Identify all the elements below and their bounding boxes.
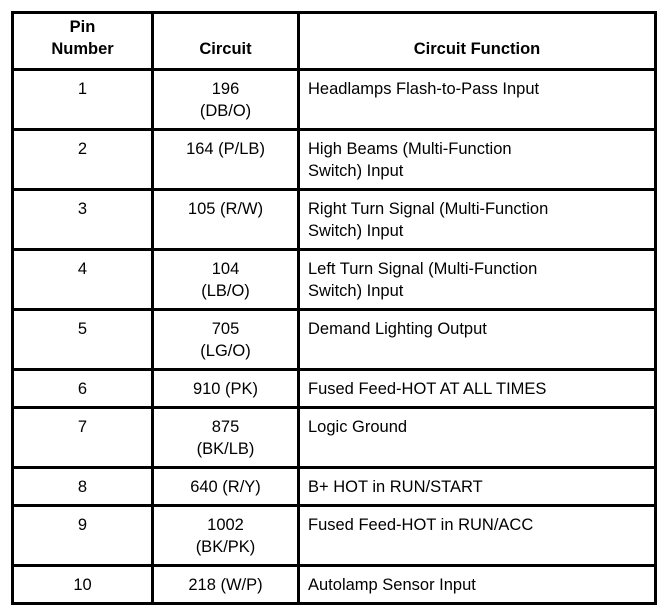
table-row <box>13 468 656 506</box>
circuit-cell <box>153 370 299 408</box>
circuit-line: (BK/PK) <box>195 538 256 556</box>
pin-number-cell: 2 <box>13 130 153 190</box>
header-row <box>13 13 656 70</box>
circuit-function-cell <box>299 370 656 408</box>
function-line: Logic Ground <box>308 418 408 436</box>
circuit-cell <box>153 566 299 604</box>
function-line: Fused Feed-HOT in RUN/ACC <box>308 516 534 534</box>
circuit-function-cell <box>299 70 656 130</box>
function-line: Switch) Input <box>308 282 404 300</box>
circuit-cell <box>153 70 299 130</box>
pin-number-cell: 8 <box>13 468 153 506</box>
table-row <box>13 370 656 408</box>
function-line: Fused Feed-HOT AT ALL TIMES <box>308 380 547 398</box>
pin-number-cell: 4 <box>13 250 153 310</box>
circuit-line: (LG/O) <box>200 342 251 360</box>
pin-number-cell: 1 <box>13 70 153 130</box>
function-line: Demand Lighting Output <box>308 320 487 338</box>
pin-number-cell: 5 <box>13 310 153 370</box>
circuit-cell <box>153 250 299 310</box>
circuit-cell <box>153 468 299 506</box>
function-line: Left Turn Signal (Multi-Function <box>308 260 538 278</box>
circuit-cell <box>153 506 299 566</box>
circuit-line: 1002 <box>207 516 244 534</box>
circuit-function-cell <box>299 190 656 250</box>
circuit-function-cell <box>299 566 656 604</box>
circuit-line: 104 <box>211 260 240 278</box>
circuit-line: (DB/O) <box>199 102 252 120</box>
table-row <box>13 130 656 190</box>
header-circuit-function: Circuit Function <box>299 13 656 70</box>
function-line: Switch) Input <box>308 222 404 240</box>
pin-number-cell: 9 <box>13 506 153 566</box>
circuit-cell <box>153 190 299 250</box>
circuit-line: (BK/LB) <box>196 440 255 458</box>
circuit-function-cell <box>299 250 656 310</box>
circuit-function-cell <box>299 468 656 506</box>
function-line: Headlamps Flash-to-Pass Input <box>308 80 540 98</box>
circuit-line: 875 <box>211 418 240 436</box>
function-line: Autolamp Sensor Input <box>308 576 476 594</box>
function-line: B+ HOT in RUN/START <box>308 478 483 496</box>
function-line: High Beams (Multi-Function <box>308 140 512 158</box>
circuit-function-cell <box>299 506 656 566</box>
circuit-cell <box>153 408 299 468</box>
header-pin-number <box>13 13 153 70</box>
pin-number-cell: 7 <box>13 408 153 468</box>
pin-number-cell: 10 <box>13 566 153 604</box>
function-line: Right Turn Signal (Multi-Function <box>308 200 549 218</box>
header-pin-line2: Number <box>51 40 114 58</box>
circuit-function-cell <box>299 408 656 468</box>
circuit-line: 196 <box>211 80 240 98</box>
pin-table-container <box>11 11 654 605</box>
pin-circuit-table <box>11 11 657 605</box>
table-row <box>13 506 656 566</box>
pin-number-cell: 6 <box>13 370 153 408</box>
circuit-function-cell <box>299 130 656 190</box>
circuit-cell <box>153 310 299 370</box>
function-line: Switch) Input <box>308 162 404 180</box>
circuit-line: 105 (R/W) <box>187 200 264 218</box>
table-row <box>13 190 656 250</box>
table-row <box>13 566 656 604</box>
circuit-cell <box>153 130 299 190</box>
circuit-line: 164 (P/LB) <box>186 140 265 158</box>
circuit-line: 910 (PK) <box>192 380 259 398</box>
header-pin-line1: Pin <box>69 18 96 36</box>
header-circuit: Circuit <box>153 13 299 70</box>
table-row <box>13 408 656 468</box>
circuit-line: 218 (W/P) <box>188 576 263 594</box>
circuit-line: (LB/O) <box>201 282 250 300</box>
table-row <box>13 70 656 130</box>
circuit-function-cell <box>299 310 656 370</box>
circuit-line: 640 (R/Y) <box>190 478 261 496</box>
table-row <box>13 310 656 370</box>
table-row <box>13 250 656 310</box>
pin-number-cell: 3 <box>13 190 153 250</box>
circuit-line: 705 <box>211 320 240 338</box>
